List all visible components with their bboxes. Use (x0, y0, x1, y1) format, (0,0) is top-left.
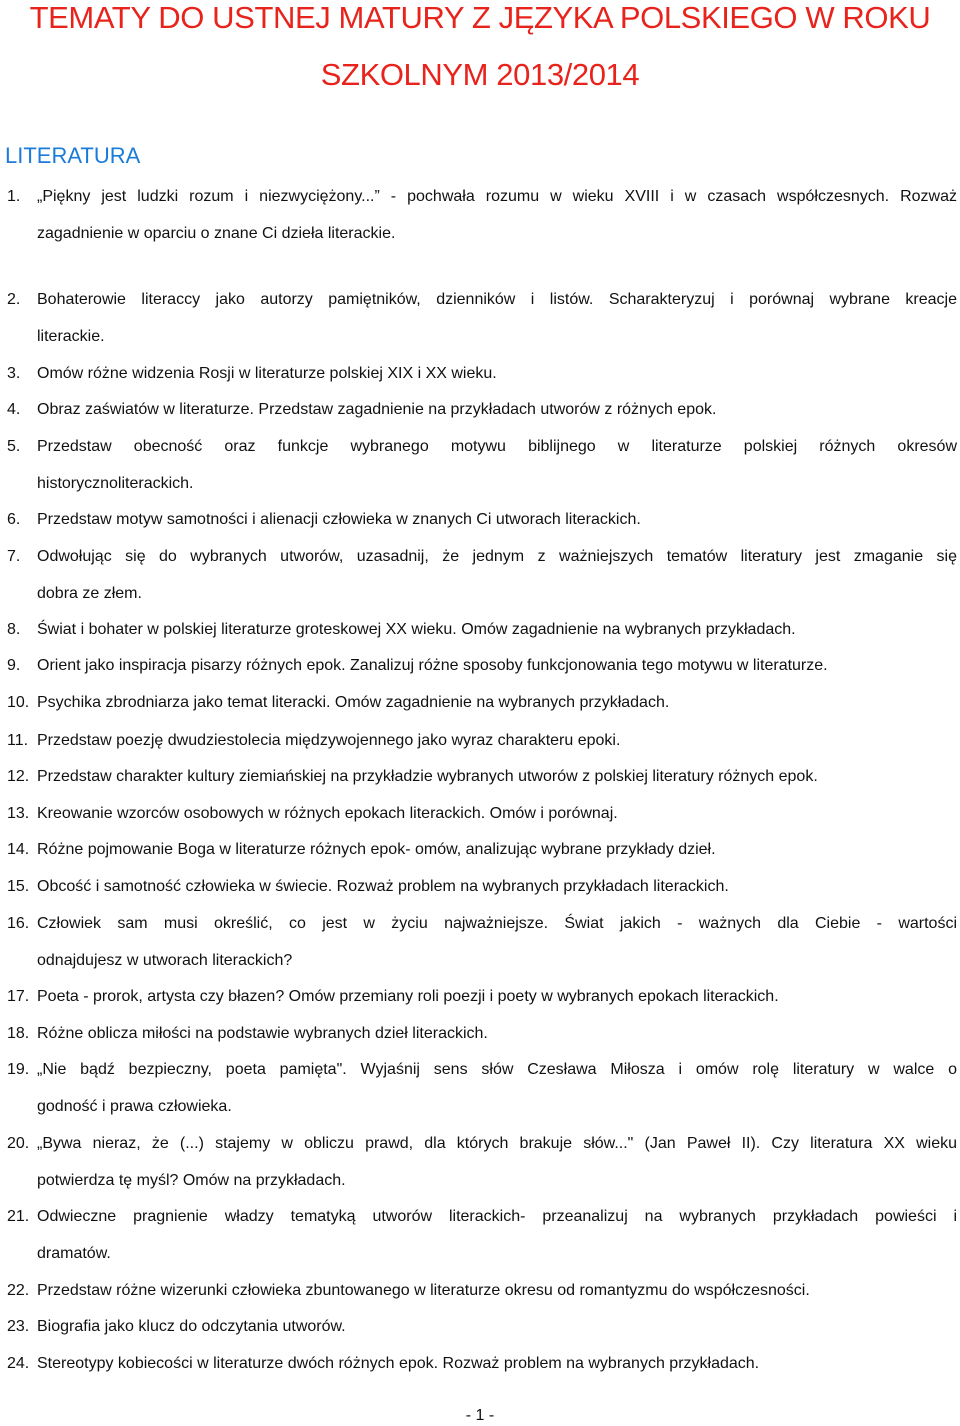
item-text (37, 759, 957, 796)
item-text (37, 179, 957, 252)
item-number: 11. (7, 732, 29, 749)
item-number: 8. (7, 621, 21, 638)
item-text (37, 723, 957, 760)
item-number: 9. (7, 657, 21, 674)
item-text-line: Orient jako inspiracja pisarzy różnych epok. Zanalizuj różne sposoby funkcjonowania tego motywu w literaturze. (37, 657, 828, 674)
item-text (37, 356, 957, 393)
item-number: 3. (7, 365, 21, 382)
item-text (37, 612, 957, 649)
item-text-line: Psychika zbrodniarza jako temat literacki. Omów zagadnienie na wybranych przykładach. (37, 694, 670, 711)
item-number: 19. (7, 1061, 30, 1078)
item-text (37, 979, 957, 1016)
item-text-line: Człowiek sam musi określić, co jest w życiu najważniejsze. Świat jakich - ważnych dla Ciebie - wartości (37, 915, 957, 932)
item-text-line: potwierdza tę myśl? Omów na przykładach. (37, 1171, 346, 1189)
item-text (37, 796, 957, 833)
item-text-line: zagadnienie w oparciu o znane Ci dzieła literackie. (37, 224, 396, 242)
item-text-line: „Nie bądź bezpieczny, poeta pamięta". Wyjaśnij sens słów Czesława Miłosza i omów rolę literatury w walce o (37, 1061, 957, 1078)
item-number: 21. (7, 1208, 30, 1225)
item-text-line: literackie. (37, 327, 105, 345)
item-text-line: Przedstaw motyw samotności i alienacji człowieka w znanych Ci utworach literackich. (37, 511, 641, 528)
item-text (37, 1052, 957, 1125)
item-text-line: Kreowanie wzorców osobowych w różnych epokach literackich. Omów i porównaj. (37, 805, 618, 822)
item-number: 13. (7, 805, 30, 822)
item-text-line: Przedstaw obecność oraz funkcje wybranego motywu biblijnego w literaturze polskiej różnych okresów (37, 438, 957, 455)
item-number: 14. (7, 841, 30, 858)
item-number: 22. (7, 1282, 30, 1299)
item-text-line: Przedstaw poezję dwudziestolecia międzywojennego jako wyraz charakteru epoki. (37, 732, 621, 749)
item-text-line: Omów różne widzenia Rosji w literaturze polskiej XIX i XX wieku. (37, 365, 497, 382)
item-text (37, 1126, 957, 1199)
item-number: 2. (7, 291, 21, 308)
item-text (37, 1016, 957, 1053)
item-number: 17. (7, 988, 30, 1005)
item-text-line: dramatów. (37, 1244, 111, 1262)
item-text (37, 282, 957, 355)
item-text-line: Poeta - prorok, artysta czy błazen? Omów przemiany roli poezji i poety w wybranych epokach literackich. (37, 988, 779, 1005)
page-number: - 1 - (465, 1407, 495, 1424)
item-text (37, 429, 957, 502)
item-text-line: Biografia jako klucz do odczytania utworów. (37, 1318, 346, 1335)
item-text-line: odnajdujesz w utworach literackich? (37, 951, 293, 969)
item-text (37, 869, 957, 906)
item-text-line: „Piękny jest ludzki rozum i niezwyciężony...” - pochwała rozumu w wieku XVIII i w czasach współczesnych. Rozważ (37, 188, 957, 205)
item-number: 18. (7, 1025, 30, 1042)
item-text-line: godność i prawa człowieka. (37, 1097, 232, 1115)
item-text-line: „Bywa nieraz, że (...) stajemy w obliczu prawd, dla których brakuje słów..." (Jan Paweł II). Czy literatura XX wieku (37, 1135, 957, 1152)
item-text-line: Odwieczne pragnienie władzy tematyką utworów literackich- przeanalizuj na wybranych przykładach powieści i (37, 1208, 957, 1225)
item-number: 1. (7, 188, 21, 205)
item-text-line: Stereotypy kobiecości w literaturze dwóch różnych epok. Rozważ problem na wybranych przykładach. (37, 1355, 760, 1372)
item-text-line: Świat i bohater w polskiej literaturze groteskowej XX wieku. Omów zagadnienie na wybranych przykładach. (37, 621, 796, 638)
item-text (37, 1199, 957, 1272)
item-number: 6. (7, 511, 21, 528)
item-text-line: Przedstaw charakter kultury ziemiańskiej na przykładzie wybranych utworów z polskiej literatury różnych epok. (37, 768, 818, 785)
item-number: 7. (7, 548, 21, 565)
item-text-line: Obcość i samotność człowieka w świecie. Rozważ problem na wybranych przykładach literackich. (37, 878, 729, 895)
item-text (37, 832, 957, 869)
item-text (37, 685, 957, 722)
item-text (37, 502, 957, 539)
item-text (37, 1346, 957, 1383)
item-text-line: Obraz zaświatów w literaturze. Przedstaw zagadnienie na przykładach utworów z różnych epok. (37, 401, 717, 418)
item-number: 23. (7, 1318, 30, 1335)
item-number: 24. (7, 1355, 30, 1372)
document-title-line-1: TEMATY DO USTNEJ MATURY Z JĘZYKA POLSKIEGO W ROKU (29, 0, 931, 35)
item-number: 10. (7, 694, 30, 711)
item-text-line: historycznoliterackich. (37, 474, 194, 492)
item-number: 5. (7, 438, 21, 455)
item-text-line: Różne oblicza miłości na podstawie wybranych dzieł literackich. (37, 1025, 488, 1042)
document-title-line-2: SZKOLNYM 2013/2014 (320, 57, 640, 92)
item-number: 4. (7, 401, 21, 418)
item-text-line: dobra ze złem. (37, 584, 142, 602)
item-text (37, 392, 957, 429)
item-text (37, 906, 957, 979)
item-number: 12. (7, 768, 30, 785)
item-number: 16. (7, 915, 30, 932)
item-text (37, 648, 957, 685)
item-text-line: Bohaterowie literaccy jako autorzy pamiętników, dzienników i listów. Scharakteryzuj i porównaj wybrane kreacje (37, 291, 957, 308)
item-number: 15. (7, 878, 30, 895)
item-text (37, 1273, 957, 1310)
item-number: 20. (7, 1135, 30, 1152)
item-text-line: Przedstaw różne wizerunki człowieka zbuntowanego w literaturze okresu od romantyzmu do współczesności. (37, 1282, 810, 1299)
item-text-line: Odwołując się do wybranych utworów, uzasadnij, że jednym z ważniejszych tematów literatury jest zmaganie się (37, 548, 957, 565)
section-heading: LITERATURA (5, 143, 141, 168)
item-text (37, 539, 957, 612)
item-text-line: Różne pojmowanie Boga w literaturze różnych epok- omów, analizując wybrane przykłady dzieł. (37, 841, 716, 858)
item-text (37, 1309, 957, 1346)
